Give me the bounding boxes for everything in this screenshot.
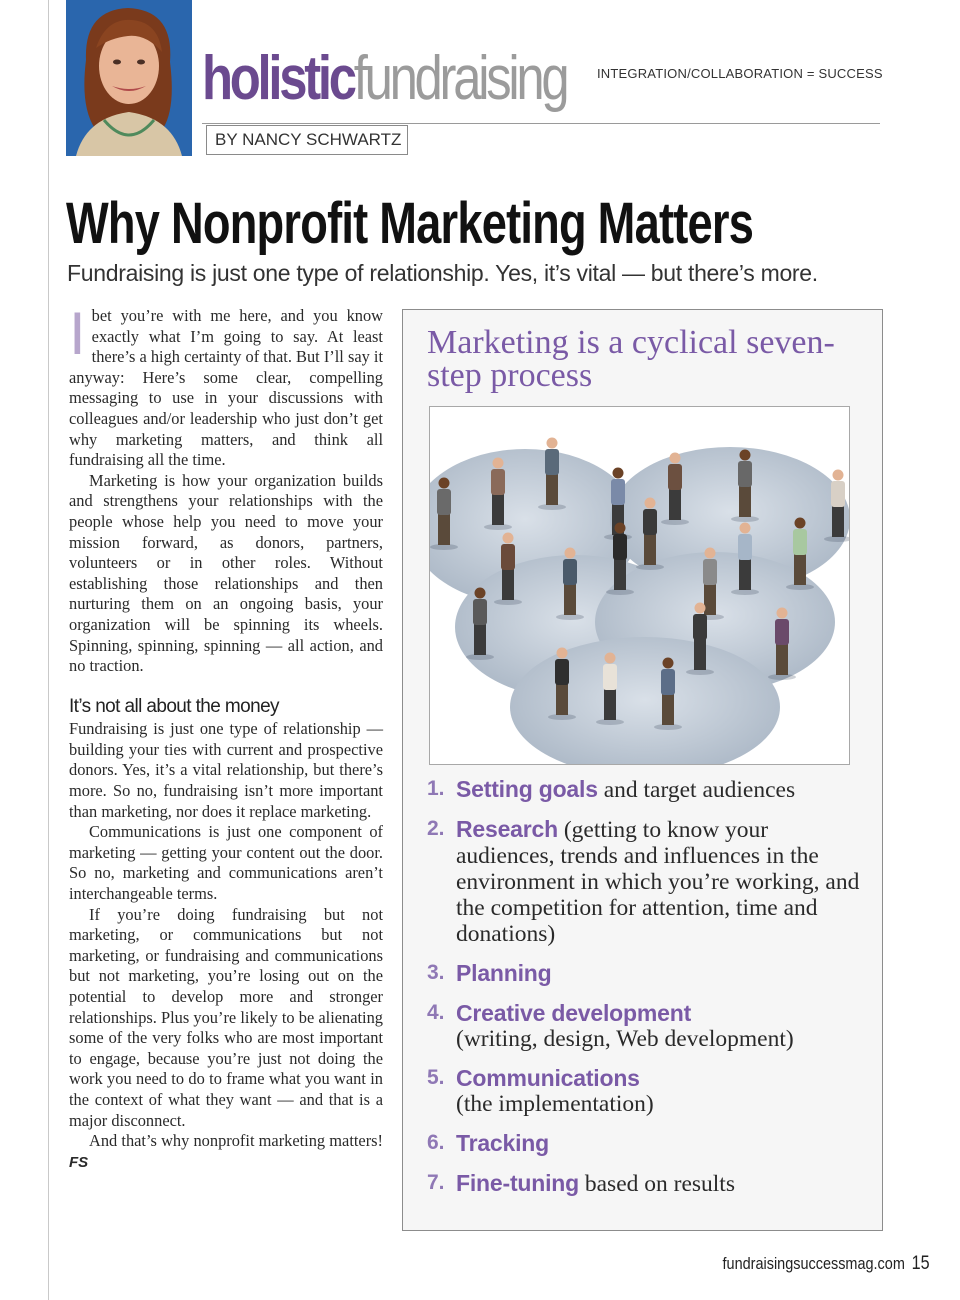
byline: BY NANCY SCHWARTZ — [206, 125, 408, 155]
column-name-part2: fundraising — [353, 44, 567, 113]
headline: Why Nonprofit Marketing Matters — [66, 191, 754, 256]
step-keyword: Creative development — [456, 1000, 692, 1026]
page-left-rule — [48, 0, 49, 1300]
step-4 — [427, 1000, 867, 1052]
signoff: FS — [69, 1153, 89, 1171]
step-keyword: Research — [456, 816, 558, 842]
page-number: 15 — [912, 1253, 930, 1274]
section-tag: INTEGRATION/COLLABORATION = SUCCESS — [597, 66, 883, 81]
step-number: 5. — [427, 1066, 445, 1089]
column-name-part1: holistic — [202, 44, 354, 113]
step-2 — [427, 816, 867, 947]
step-keyword: Tracking — [456, 1130, 549, 1156]
sidebar-title: Marketing is a cyclical seven-step process — [427, 324, 835, 394]
step-number: 1. — [427, 777, 445, 800]
steps-list — [427, 776, 867, 1210]
paragraph-1-text: bet you’re with me here, and you know exactly what I’m going to say. At least there’s a high certainty of that. But I’ll say it anyway: Here’s some clear, compelling messaging to use in your discussions with colleagues and/or leadership who just don’t get why marketing matters, and think all fundraising all the time. — [69, 306, 383, 470]
step-keyword: Communications — [456, 1065, 640, 1091]
step-keyword: Setting goals — [456, 776, 598, 802]
paragraph-4: Communications is just one component of marketing — getting your content out the door. So no, marketing and communications aren’t interchangeable terms. — [69, 822, 383, 904]
step-number: 6. — [427, 1131, 445, 1154]
paragraph-6-text: And that’s why nonprofit marketing matters! — [89, 1131, 383, 1151]
drop-cap: I — [69, 300, 86, 367]
paragraph-5: If you’re doing fundraising but not marketing, or communications but not marketing, or fundraising and communications but not marketing, you’re losing out on the potential to develop more and stronger relationships. Plus you’re likely to be alienating some of the very folks who are most important to engage, because you’re just not doing the work you need to do to frame what you want in the context of what they want — and that is a major disconnect. — [69, 904, 383, 1130]
sidebar-box — [402, 309, 883, 1231]
step-detail: (getting to know your audiences, trends and influences in the environment in which you’re working, and the competition for attention, time and donations) — [456, 817, 860, 947]
paragraph-2: Marketing is how your organization builds and strengthens your relationships with the people whose help you need to move your mission forward, as donors, partners, volunteers or in other roles. Without establishing those relationships and then nurturing them on an ongoing basis, your organization will be spinning its wheels. Spinning, spinning, spinning — all action, and no traction. — [69, 470, 383, 676]
paragraph-3: Fundraising is just one type of relationship — building your ties with current and prospective donors. Yes, it’s a vital relationship, but there’s more. So no, fundraising isn’t more important than marketing, nor does it replace marketing. — [69, 719, 383, 821]
header-rule — [202, 123, 880, 124]
step-number: 2. — [427, 817, 445, 840]
subhead: It’s not all about the money — [69, 695, 279, 717]
step-detail: and target audiences — [597, 777, 796, 803]
step-detail: (writing, design, Web development) — [456, 1026, 794, 1052]
step-number: 7. — [427, 1171, 445, 1194]
step-detail: (the implementation) — [456, 1091, 654, 1117]
step-7 — [427, 1170, 867, 1197]
step-number: 4. — [427, 1001, 445, 1024]
step-3 — [427, 960, 867, 987]
step-keyword: Fine-tuning — [456, 1170, 579, 1196]
page-footer — [723, 1253, 930, 1275]
paragraph-6 — [69, 1131, 383, 1173]
step-keyword: Planning — [456, 960, 552, 986]
step-5 — [427, 1065, 867, 1117]
step-6 — [427, 1130, 867, 1157]
author-photo — [66, 0, 192, 156]
step-number: 3. — [427, 961, 445, 984]
paragraph-1 — [69, 300, 383, 471]
step-1 — [427, 776, 867, 803]
article-body — [69, 300, 383, 1173]
step-detail: based on results — [579, 1171, 735, 1197]
deck: Fundraising is just one type of relationship. Yes, it’s vital — but there’s more. — [67, 260, 818, 286]
footer-site: fundraisingsuccessmag.com — [722, 1254, 906, 1273]
people-network-illustration — [429, 406, 850, 765]
column-name — [202, 44, 567, 113]
